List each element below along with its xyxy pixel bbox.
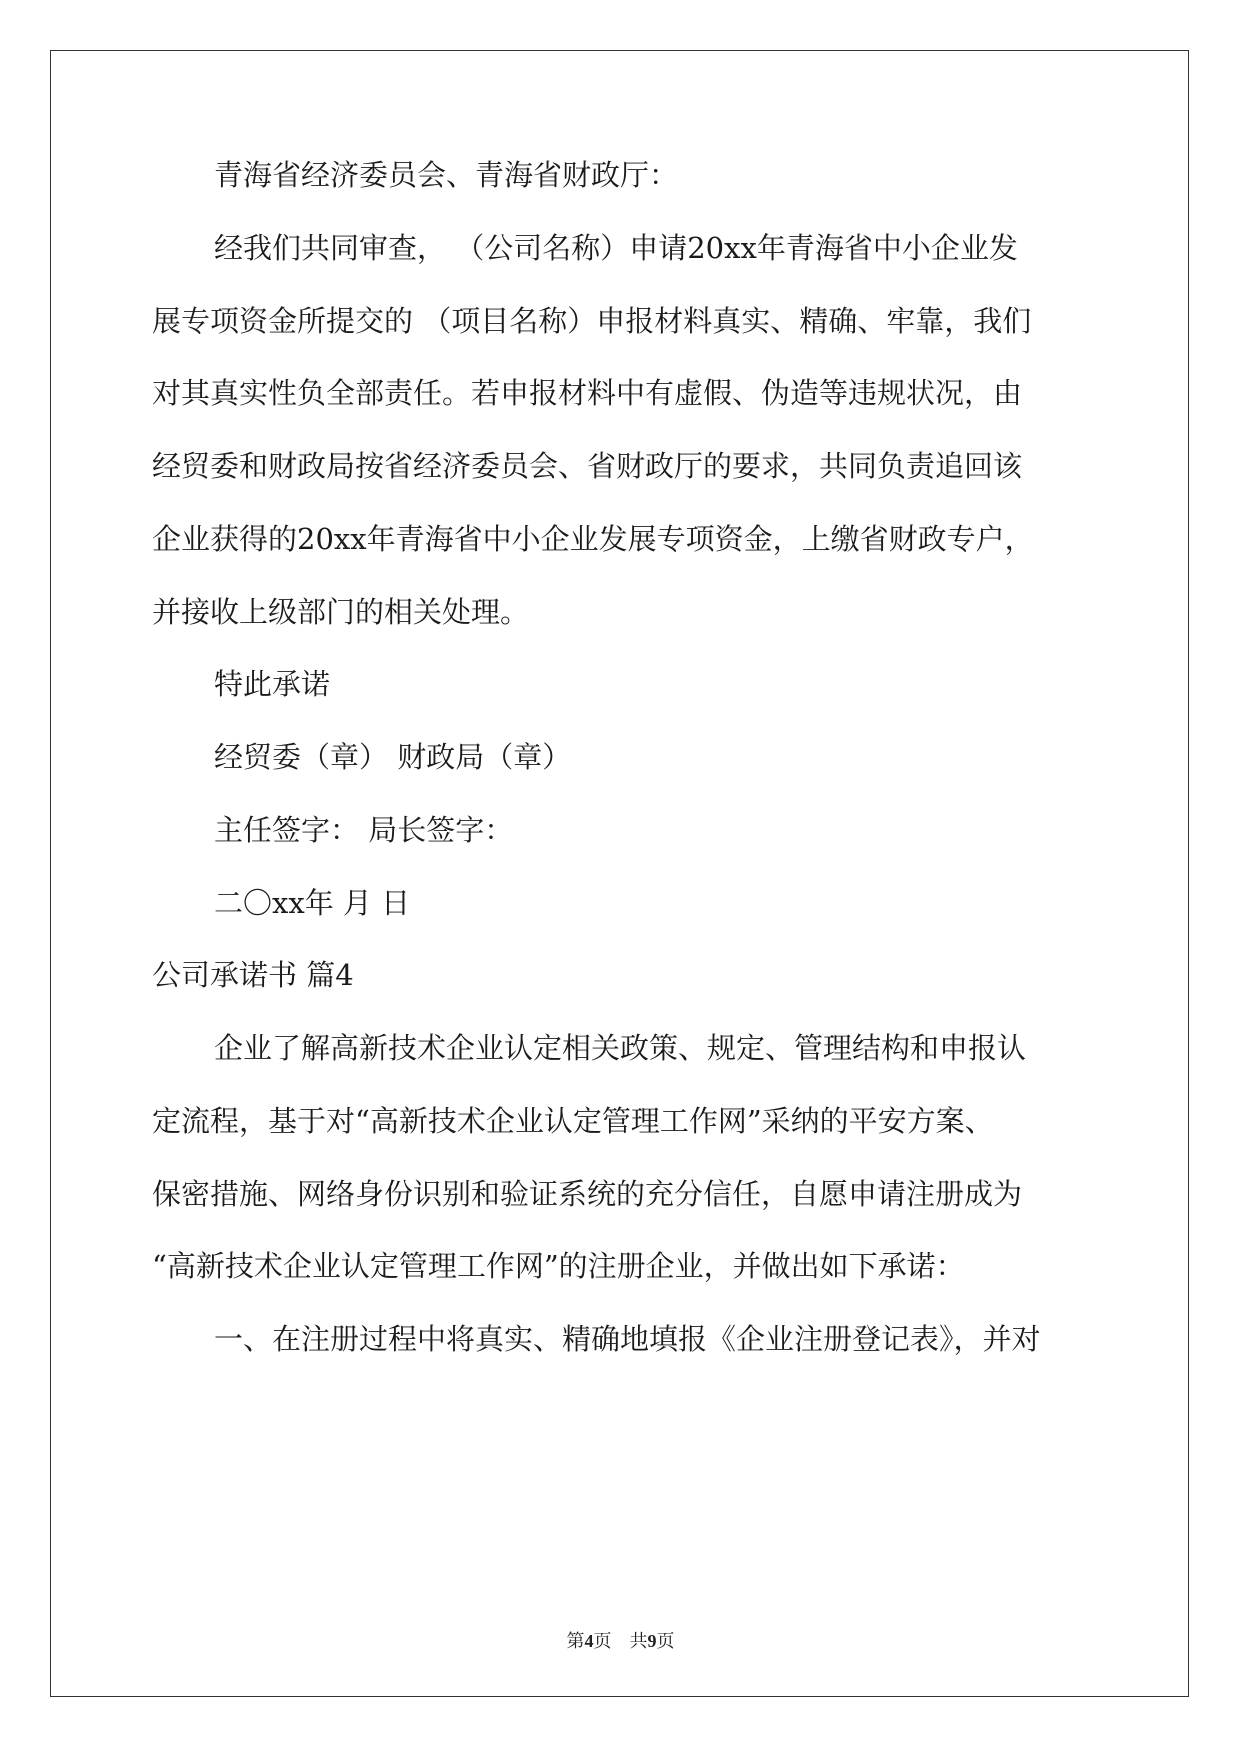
body-line: 定流程，基于对“高新技术企业认定管理工作网”采纳的平安方案、 [152, 1104, 994, 1138]
page-suffix: 页 [656, 1631, 675, 1651]
date-line: 二〇xx年 月 日 [214, 886, 411, 920]
page-mid: 页 共 [593, 1631, 648, 1651]
page-prefix: 第 [566, 1631, 585, 1651]
signature-line: 主任签字： 局长签字： [214, 813, 514, 847]
body-line: 经贸委和财政局按省经济委员会、省财政厅的要求，共同负责追回该 [152, 449, 1023, 483]
body-line: 企业了解高新技术企业认定相关政策、规定、管理结构和申报认 [214, 1031, 1027, 1065]
body-line: 展专项资金所提交的 （项目名称）申报材料真实、精确、牢靠，我们 [152, 304, 1032, 338]
body-line: 保密措施、网络身份识别和验证系统的充分信任，自愿申请注册成为 [152, 1177, 1023, 1211]
body-line: 一、在注册过程中将真实、精确地填报《企业注册登记表》，并对 [214, 1322, 1041, 1356]
seal-line: 经贸委（章） 财政局（章） [214, 740, 572, 774]
addressee-line: 青海省经济委员会、青海省财政厅： [214, 158, 679, 192]
body-line: 经我们共同审查， （公司名称）申请20xx年青海省中小企业发 [214, 231, 1018, 265]
body-line: 并接收上级部门的相关处理。 [152, 595, 530, 629]
current-page-number: 4 [584, 1631, 594, 1651]
body-line: 企业获得的20xx年青海省中小企业发展专项资金，上缴省财政专户， [152, 522, 1034, 556]
page-border [50, 50, 1189, 1697]
page-number-footer [0, 1627, 1241, 1653]
body-line: 对其真实性负全部责任。若申报材料中有虚假、伪造等违规状况，由 [152, 376, 1023, 410]
body-line: “高新技术企业认定管理工作网”的注册企业，并做出如下承诺： [152, 1249, 965, 1283]
section-heading: 公司承诺书 篇4 [152, 958, 354, 992]
commitment-line: 特此承诺 [214, 667, 331, 701]
total-page-number: 9 [647, 1631, 657, 1651]
